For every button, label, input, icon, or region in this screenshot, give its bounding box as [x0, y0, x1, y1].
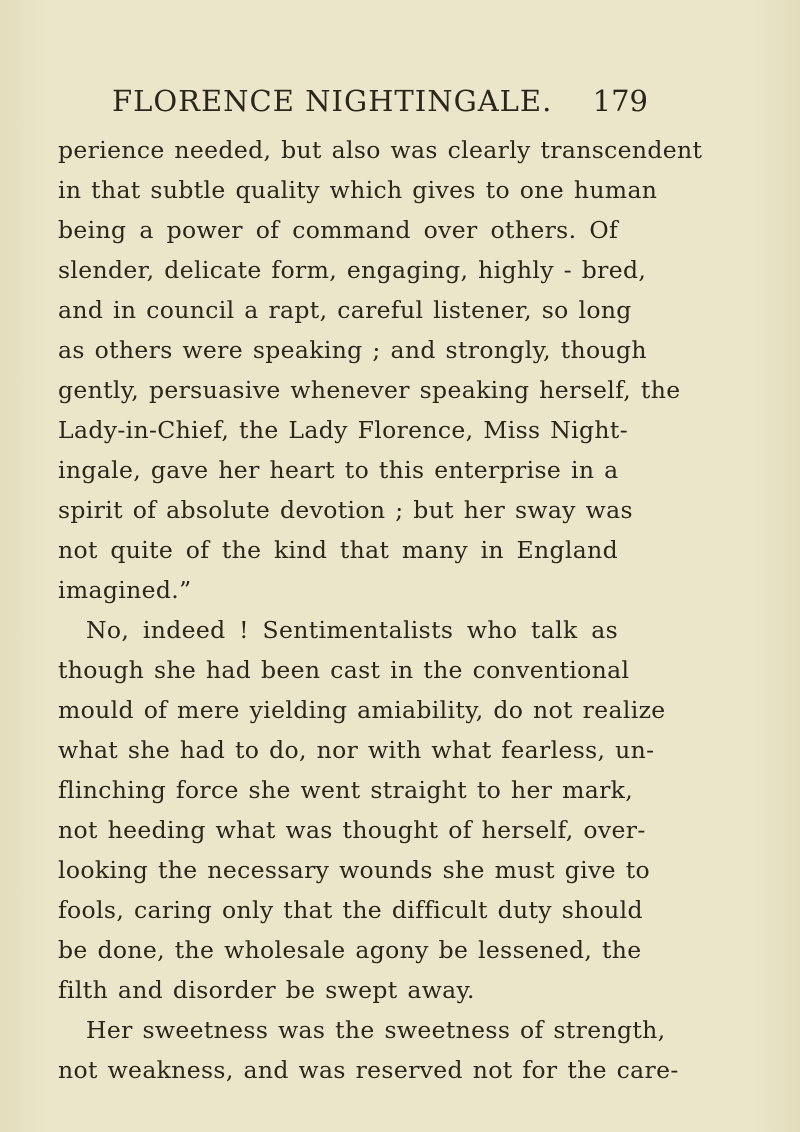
text-line: ingale, gave her heart to this enterprise in a	[58, 456, 619, 484]
text-line: flinching force she went straight to her mark,	[58, 776, 634, 804]
text-line: gently, persuasive whenever speaking herself, the	[58, 376, 681, 404]
text-line: being a power of command over others. Of	[58, 216, 618, 244]
text-line: be done, the wholesale agony be lessened, the	[58, 936, 642, 964]
text-line: spirit of absolute devotion ; but her sway was	[58, 496, 633, 524]
page-number: 179	[592, 84, 648, 118]
text-line: mould of mere yielding amiability, do not realize	[58, 696, 666, 724]
text-line: imagined.”	[58, 576, 192, 604]
text-line: perience needed, but also was clearly transcendent	[58, 136, 703, 164]
text-line: slender, delicate form, engaging, highly - bred,	[58, 256, 647, 284]
text-line: not weakness, and was reserved not for the care-	[58, 1056, 679, 1084]
text-line: though she had been cast in the conventional	[58, 656, 630, 684]
text-line: as others were speaking ; and strongly, though	[58, 336, 647, 364]
text-line: Lady-in-Chief, the Lady Florence, Miss Night-	[58, 416, 628, 444]
text-line: looking the necessary wounds she must give to	[58, 856, 651, 884]
text-line: what she had to do, nor with what fearless, un-	[58, 736, 655, 764]
text-line: and in council a rapt, careful listener, so long	[58, 296, 632, 324]
text-line: fools, caring only that the difficult duty should	[58, 896, 643, 924]
text-line: not quite of the kind that many in England	[58, 536, 618, 564]
running-title: FLORENCE NIGHTINGALE.	[112, 84, 553, 118]
paragraph-first-line: Her sweetness was the sweetness of strength,	[86, 1016, 666, 1044]
text-line: in that subtle quality which gives to one human	[58, 176, 658, 204]
paragraph-first-line: No, indeed ! Sentimentalists who talk as	[86, 616, 618, 644]
text-line: filth and disorder be swept away.	[58, 976, 475, 1004]
running-head	[112, 84, 648, 124]
text-line: not heeding what was thought of herself, over-	[58, 816, 646, 844]
